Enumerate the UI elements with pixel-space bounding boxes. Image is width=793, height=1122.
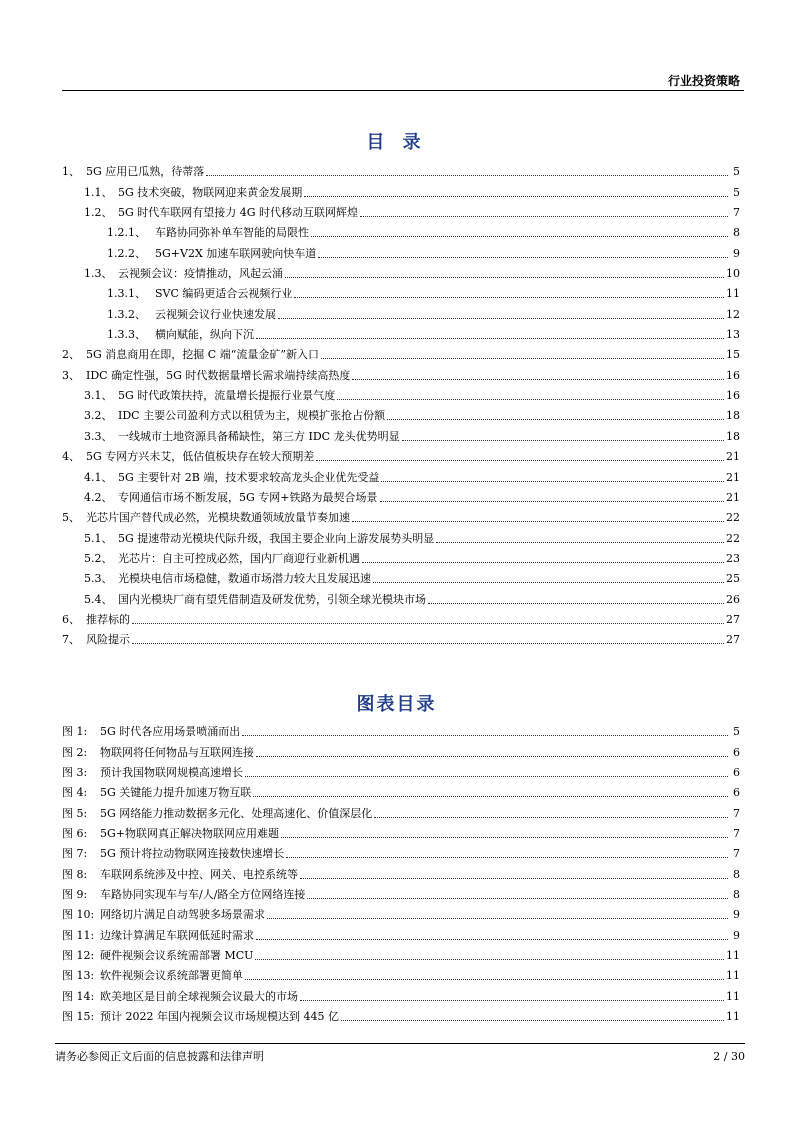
entry-number: 5.2、 bbox=[84, 551, 113, 565]
entry-page: 12 bbox=[726, 307, 740, 321]
toc-entry[interactable] bbox=[62, 627, 740, 647]
entry-text: 光模块电信市场稳健，数通市场潜力较大且发展迅速 bbox=[118, 572, 371, 586]
entry-number: 图 3: bbox=[62, 766, 88, 780]
entry-page: 5 bbox=[733, 165, 740, 179]
entry-text: 5G 主要针对 2B 端，技术要求较高龙头企业优先受益 bbox=[118, 470, 380, 484]
figure-entry[interactable] bbox=[62, 882, 740, 902]
dot-leader bbox=[294, 297, 724, 298]
dot-leader bbox=[387, 419, 724, 420]
entry-page: 26 bbox=[726, 592, 740, 606]
entry-page: 8 bbox=[733, 888, 740, 902]
entry-number: 图 4: bbox=[62, 786, 88, 800]
dot-leader bbox=[360, 216, 728, 217]
entry-page: 7 bbox=[733, 806, 740, 820]
entry-text: 5G 关键能力提升加速万物互联 bbox=[100, 786, 252, 800]
entry-page: 27 bbox=[726, 633, 740, 647]
entry-page: 16 bbox=[726, 389, 740, 403]
toc-entry[interactable] bbox=[62, 220, 740, 240]
dot-leader bbox=[245, 776, 728, 777]
entry-text: 5G+物联网真正解决物联网应用难题 bbox=[100, 827, 280, 841]
entry-number: 图 7: bbox=[62, 847, 88, 861]
report-type-label: 行业投资策略 bbox=[667, 74, 740, 88]
entry-number: 图 2: bbox=[62, 745, 88, 759]
entry-page: 6 bbox=[733, 766, 740, 780]
entry-number: 3、 bbox=[62, 368, 80, 382]
figure-entry[interactable] bbox=[62, 841, 740, 861]
page-footer bbox=[55, 1043, 745, 1063]
page-header bbox=[62, 70, 744, 91]
entry-text: 5G 专网方兴未艾，低估值板块存在较大预期差 bbox=[86, 450, 315, 464]
entry-number: 5.1、 bbox=[84, 531, 113, 545]
entry-number: 7、 bbox=[62, 633, 80, 647]
dot-leader bbox=[402, 440, 724, 441]
dot-leader bbox=[300, 1000, 724, 1001]
dot-leader bbox=[256, 338, 724, 339]
figure-entry[interactable] bbox=[62, 760, 740, 780]
entry-text: 专网通信市场不断发展，5G 专网+铁路为最契合场景 bbox=[118, 490, 378, 504]
toc-entry[interactable] bbox=[62, 179, 740, 199]
entry-text: 网络切片满足自动驾驶多场景需求 bbox=[100, 908, 265, 922]
figure-entry[interactable] bbox=[62, 983, 740, 1003]
entry-page: 6 bbox=[733, 786, 740, 800]
entry-text: 横向赋能，纵向下沉 bbox=[155, 328, 254, 342]
figures-list bbox=[62, 719, 740, 1024]
figure-entry[interactable] bbox=[62, 800, 740, 820]
toc-list bbox=[62, 159, 740, 647]
entry-text: 一线城市土地资源具备稀缺性，第三方 IDC 龙头优势明显 bbox=[118, 429, 400, 443]
figure-entry[interactable] bbox=[62, 1004, 740, 1024]
dot-leader bbox=[286, 857, 728, 858]
entry-text: 云视频会议行业快速发展 bbox=[155, 307, 276, 321]
dot-leader bbox=[285, 277, 724, 278]
page-indicator: 2 / 30 bbox=[713, 1050, 745, 1063]
entry-number: 5.4、 bbox=[84, 592, 113, 606]
entry-page: 23 bbox=[726, 551, 740, 565]
dot-leader bbox=[352, 521, 724, 522]
entry-number: 3.3、 bbox=[84, 429, 113, 443]
entry-number: 1.3.2、 bbox=[107, 307, 146, 321]
entry-number: 5、 bbox=[62, 511, 80, 525]
toc-entry[interactable] bbox=[62, 505, 740, 525]
entry-number: 图 14: bbox=[62, 989, 95, 1003]
figure-entry[interactable] bbox=[62, 739, 740, 759]
entry-text: 光芯片：自主可控成必然，国内厂商迎行业新机遇 bbox=[118, 551, 360, 565]
entry-page: 16 bbox=[726, 368, 740, 382]
dot-leader bbox=[256, 756, 728, 757]
toc-entry[interactable] bbox=[62, 403, 740, 423]
figures-title: 图表目录 bbox=[356, 694, 437, 715]
entry-number: 5.3、 bbox=[84, 572, 113, 586]
entry-page: 13 bbox=[726, 328, 740, 342]
entry-number: 2、 bbox=[62, 348, 80, 362]
entry-number: 图 9: bbox=[62, 888, 88, 902]
entry-text: 推荐标的 bbox=[86, 612, 130, 626]
entry-text: 欧美地区是目前全球视频会议最大的市场 bbox=[100, 989, 298, 1003]
figure-entry[interactable] bbox=[62, 861, 740, 881]
entry-text: 软件视频会议系统部署更简单 bbox=[100, 969, 243, 983]
toc-entry[interactable] bbox=[62, 444, 740, 464]
entry-page: 15 bbox=[726, 348, 740, 362]
toc-entry[interactable] bbox=[62, 342, 740, 362]
entry-page: 7 bbox=[733, 206, 740, 220]
entry-text: 车联网系统涉及中控、网关、电控系统等 bbox=[100, 867, 298, 881]
dot-leader bbox=[352, 379, 724, 380]
entry-number: 6、 bbox=[62, 612, 80, 626]
dot-leader bbox=[316, 460, 724, 461]
entry-page: 11 bbox=[726, 1010, 740, 1024]
entry-text: 云视频会议：疫情推动，风起云涌 bbox=[118, 267, 283, 281]
entry-page: 10 bbox=[726, 267, 740, 281]
entry-page: 25 bbox=[726, 572, 740, 586]
dot-leader bbox=[304, 196, 728, 197]
entry-text: 边缘计算满足车联网低延时需求 bbox=[100, 928, 254, 942]
toc-entry[interactable] bbox=[62, 301, 740, 321]
entry-page: 22 bbox=[726, 511, 740, 525]
toc-entry[interactable] bbox=[62, 607, 740, 627]
dot-leader bbox=[381, 481, 724, 482]
entry-page: 27 bbox=[726, 612, 740, 626]
entry-text: 车路协同弥补单车智能的局限性 bbox=[155, 226, 309, 240]
dot-leader bbox=[206, 175, 728, 176]
entry-text: 5G+V2X 加速车联网驶向快车道 bbox=[155, 246, 317, 260]
entry-number: 4.1、 bbox=[84, 470, 113, 484]
dot-leader bbox=[132, 623, 724, 624]
entry-text: 光芯片国产替代成必然，光模块数通领域放量节奏加速 bbox=[86, 511, 350, 525]
entry-text: 5G 时代各应用场景喷涌而出 bbox=[100, 725, 241, 739]
entry-number: 1.2、 bbox=[84, 206, 113, 220]
entry-number: 4.2、 bbox=[84, 490, 113, 504]
figure-entry[interactable] bbox=[62, 719, 740, 739]
dot-leader bbox=[245, 979, 724, 980]
entry-text: 风险提示 bbox=[86, 633, 130, 647]
entry-page: 21 bbox=[726, 450, 740, 464]
entry-page: 11 bbox=[726, 969, 740, 983]
toc-title: 目 录 bbox=[366, 132, 427, 153]
dot-leader bbox=[281, 837, 728, 838]
figure-entry[interactable] bbox=[62, 821, 740, 841]
dot-leader bbox=[374, 817, 728, 818]
entry-number: 1、 bbox=[62, 165, 80, 179]
entry-page: 18 bbox=[726, 409, 740, 423]
dot-leader bbox=[428, 603, 724, 604]
dot-leader bbox=[267, 918, 728, 919]
entry-text: 5G 时代政策扶持，流量增长提振行业景气度 bbox=[118, 389, 336, 403]
entry-text: IDC 确定性强，5G 时代数据量增长需求端持续高热度 bbox=[86, 368, 351, 382]
dot-leader bbox=[278, 318, 724, 319]
entry-page: 9 bbox=[733, 908, 740, 922]
entry-number: 4、 bbox=[62, 450, 80, 464]
entry-number: 图 10: bbox=[62, 908, 95, 922]
entry-page: 7 bbox=[733, 827, 740, 841]
dot-leader bbox=[362, 562, 724, 563]
entry-text: 5G 消息商用在即，挖掘 C 端“流量金矿”新入口 bbox=[86, 348, 319, 362]
entry-text: SVC 编码更适合云视频行业 bbox=[155, 287, 293, 301]
figure-entry[interactable] bbox=[62, 780, 740, 800]
entry-text: 5G 网络能力推动数据多元化、处理高速化、价值深层化 bbox=[100, 806, 373, 820]
entry-text: 预计 2022 年国内视频会议市场规模达到 445 亿 bbox=[100, 1010, 339, 1024]
entry-text: 物联网将任何物品与互联网连接 bbox=[100, 745, 254, 759]
entry-page: 22 bbox=[726, 531, 740, 545]
figure-entry[interactable] bbox=[62, 902, 740, 922]
dot-leader bbox=[436, 542, 724, 543]
dot-leader bbox=[242, 735, 728, 736]
entry-page: 7 bbox=[733, 847, 740, 861]
dot-leader bbox=[255, 959, 724, 960]
entry-number: 1.3.1、 bbox=[107, 287, 146, 301]
dot-leader bbox=[337, 399, 724, 400]
dot-leader bbox=[380, 501, 725, 502]
toc-entry[interactable] bbox=[62, 586, 740, 606]
entry-text: 5G 提速带动光模块代际升级，我国主要企业向上游发展势头明显 bbox=[118, 531, 435, 545]
dot-leader bbox=[311, 236, 728, 237]
entry-page: 8 bbox=[733, 867, 740, 881]
toc-entry[interactable] bbox=[62, 281, 740, 301]
entry-text: 5G 预计将拉动物联网连接数快速增长 bbox=[100, 847, 285, 861]
entry-text: IDC 主要公司盈利方式以租赁为主，规模扩张抢占份额 bbox=[118, 409, 386, 423]
entry-number: 图 1: bbox=[62, 725, 88, 739]
entry-page: 6 bbox=[733, 745, 740, 759]
entry-number: 图 6: bbox=[62, 827, 88, 841]
entry-text: 5G 时代车联网有望接力 4G 时代移动互联网辉煌 bbox=[118, 206, 359, 220]
entry-text: 硬件视频会议系统需部署 MCU bbox=[100, 949, 254, 963]
entry-page: 11 bbox=[726, 287, 740, 301]
toc-entry[interactable] bbox=[62, 261, 740, 281]
dot-leader bbox=[307, 898, 728, 899]
entry-number: 1.3、 bbox=[84, 267, 113, 281]
entry-number: 1.2.1、 bbox=[107, 226, 146, 240]
dot-leader bbox=[132, 643, 724, 644]
figure-entry[interactable] bbox=[62, 922, 740, 942]
toc-entry[interactable] bbox=[62, 525, 740, 545]
figure-entry[interactable] bbox=[62, 943, 740, 963]
entry-page: 18 bbox=[726, 429, 740, 443]
dot-leader bbox=[253, 796, 728, 797]
entry-text: 5G 应用已瓜熟，待蒂落 bbox=[86, 165, 205, 179]
toc-entry[interactable] bbox=[62, 200, 740, 220]
toc-entry[interactable] bbox=[62, 546, 740, 566]
toc-entry[interactable] bbox=[62, 423, 740, 443]
entry-text: 国内光模块厂商有望凭借制造及研发优势，引领全球光模块市场 bbox=[118, 592, 426, 606]
figure-entry[interactable] bbox=[62, 963, 740, 983]
entry-number: 1.1、 bbox=[84, 185, 113, 199]
toc-entry[interactable] bbox=[62, 159, 740, 179]
entry-page: 5 bbox=[733, 185, 740, 199]
entry-page: 9 bbox=[733, 246, 740, 260]
dot-leader bbox=[373, 582, 724, 583]
toc-entry[interactable] bbox=[62, 485, 740, 505]
dot-leader bbox=[341, 1020, 724, 1021]
entry-page: 11 bbox=[726, 989, 740, 1003]
entry-number: 3.1、 bbox=[84, 389, 113, 403]
entry-page: 21 bbox=[726, 470, 740, 484]
entry-page: 8 bbox=[733, 226, 740, 240]
toc-entry[interactable] bbox=[62, 383, 740, 403]
entry-page: 11 bbox=[726, 949, 740, 963]
entry-number: 图 13: bbox=[62, 969, 95, 983]
disclaimer-text: 请务必参阅正文后面的信息披露和法律声明 bbox=[55, 1050, 264, 1063]
toc-entry[interactable] bbox=[62, 322, 740, 342]
dot-leader bbox=[256, 939, 728, 940]
entry-page: 21 bbox=[726, 490, 740, 504]
entry-number: 图 11: bbox=[62, 928, 95, 942]
toc-entry[interactable] bbox=[62, 566, 740, 586]
dot-leader bbox=[300, 878, 728, 879]
entry-text: 车路协同实现车与车/人/路全方位网络连接 bbox=[100, 888, 306, 902]
entry-text: 5G 技术突破，物联网迎来黄金发展期 bbox=[118, 185, 303, 199]
entry-text: 预计我国物联网规模高速增长 bbox=[100, 766, 243, 780]
entry-number: 图 12: bbox=[62, 949, 95, 963]
entry-number: 图 5: bbox=[62, 806, 88, 820]
entry-number: 3.2、 bbox=[84, 409, 113, 423]
dot-leader bbox=[321, 358, 724, 359]
dot-leader bbox=[318, 257, 728, 258]
entry-number: 图 8: bbox=[62, 867, 88, 881]
entry-number: 图 15: bbox=[62, 1010, 95, 1024]
toc-entry[interactable] bbox=[62, 362, 740, 382]
toc-entry[interactable] bbox=[62, 464, 740, 484]
entry-number: 1.2.2、 bbox=[107, 246, 146, 260]
entry-page: 5 bbox=[733, 725, 740, 739]
entry-page: 9 bbox=[733, 928, 740, 942]
entry-number: 1.3.3、 bbox=[107, 328, 146, 342]
toc-entry[interactable] bbox=[62, 240, 740, 260]
